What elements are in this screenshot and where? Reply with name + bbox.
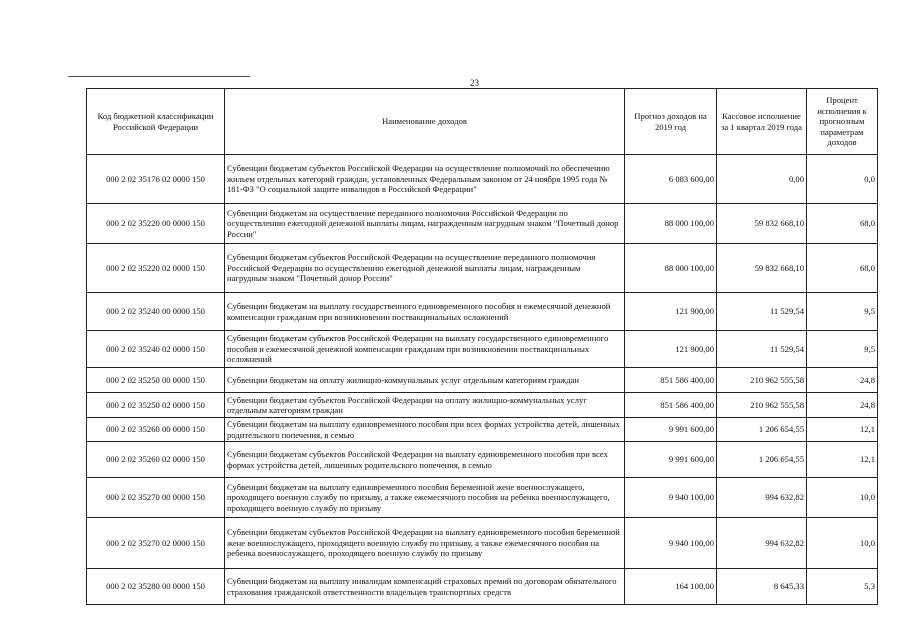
cell-percent: 68,0 xyxy=(807,244,878,293)
cell-code: 000 2 02 35250 00 0000 150 xyxy=(87,368,225,393)
cell-code: 000 2 02 35220 02 0000 150 xyxy=(87,244,225,293)
page-number: 23 xyxy=(470,78,479,88)
cell-forecast: 9 991 600,00 xyxy=(625,418,717,442)
cell-percent: 68,0 xyxy=(807,204,878,244)
cell-code: 000 2 02 35270 00 0000 150 xyxy=(87,478,225,518)
cell-cash: 210 962 555,58 xyxy=(717,393,807,418)
cell-cash: 1 206 654,55 xyxy=(717,442,807,478)
header-forecast: Прогноз доходов на 2019 год xyxy=(625,89,717,155)
table-row xyxy=(87,518,878,569)
header-cash: Кассовое исполнение за 1 квартал 2019 года xyxy=(717,89,807,155)
header-percent: Процент исполнения к прогнозным параметрам доходов xyxy=(807,89,878,155)
cell-name: Субвенции бюджетам субъектов Российской Федерации на выплату единовременного пособия при всех формах устройства детей, лишенных родительского попечения, в семью xyxy=(225,442,625,478)
cell-name: Субвенции бюджетам на выплату единовременного пособия при всех формах устройства детей, лишенных родительского попечения, в семью xyxy=(225,418,625,442)
table-row xyxy=(87,569,878,605)
cell-code: 000 2 02 35280 00 0000 150 xyxy=(87,569,225,605)
cell-percent: 9,5 xyxy=(807,331,878,368)
table-row xyxy=(87,244,878,293)
cell-name: Субвенции бюджетам на оплату жилищно-коммунальных услуг отдельным категориям граждан xyxy=(225,368,625,393)
top-rule xyxy=(68,76,250,77)
cell-cash: 59 832 668,10 xyxy=(717,204,807,244)
cell-percent: 10,0 xyxy=(807,478,878,518)
cell-forecast: 164 100,00 xyxy=(625,569,717,605)
cell-percent: 24,8 xyxy=(807,393,878,418)
cell-forecast: 121 900,00 xyxy=(625,331,717,368)
cell-cash: 11 529,54 xyxy=(717,293,807,331)
cell-name: Субвенции бюджетам субъектов Российской Федерации на осуществление переданного полномочия Российской Федерации по осуществлению ежегодной денежной выплаты лицам, награжденным нагрудным знаком "Почетный донор России" xyxy=(225,244,625,293)
table-row xyxy=(87,155,878,204)
table-row xyxy=(87,442,878,478)
header-code: Код бюджетной классификации Российской Федерации xyxy=(87,89,225,155)
cell-name: Субвенции бюджетам субъектов Российской Федерации на выплату государственного единовременного пособия и ежемесячной денежной компенсации гражданам при возникновении поствакцинальных осложнений xyxy=(225,331,625,368)
cell-forecast: 121 900,00 xyxy=(625,293,717,331)
cell-forecast: 9 940 100,00 xyxy=(625,518,717,569)
cell-name: Субвенции бюджетам на выплату единовременного пособия беременной жене военнослужащего, проходящего военную службу по призыву, а также ежемесячного пособия на ребенка военнослужащего, проходящего военную службу по призыву xyxy=(225,478,625,518)
cell-code: 000 2 02 35260 00 0000 150 xyxy=(87,418,225,442)
cell-cash: 0,00 xyxy=(717,155,807,204)
revenue-table xyxy=(86,88,878,605)
cell-name: Субвенции бюджетам субъектов Российской Федерации на осуществление полномочий по обеспечению жильем отдельных категорий граждан, установленных Федеральным законом от 24 ноября 1995 года № 181-ФЗ "О социальной защите инвалидов в Российской Федерации" xyxy=(225,155,625,204)
table-row xyxy=(87,478,878,518)
cell-percent: 5,3 xyxy=(807,569,878,605)
table-row xyxy=(87,418,878,442)
cell-cash: 994 632,82 xyxy=(717,518,807,569)
cell-forecast: 851 586 400,00 xyxy=(625,393,717,418)
cell-name: Субвенции бюджетам на выплату инвалидам компенсаций страховых премий по договорам обязательного страхования гражданской ответственности владельцев транспортных средств xyxy=(225,569,625,605)
cell-name: Субвенции бюджетам на выплату государственного единовременного пособия и ежемесячной денежной компенсации гражданам при возникновении поствакцинальных осложнений xyxy=(225,293,625,331)
cell-percent: 12,1 xyxy=(807,442,878,478)
cell-cash: 1 206 654,55 xyxy=(717,418,807,442)
header-name: Наименование доходов xyxy=(225,89,625,155)
cell-code: 000 2 02 35240 02 0000 150 xyxy=(87,331,225,368)
cell-forecast: 9 940 100,00 xyxy=(625,478,717,518)
cell-code: 000 2 02 35270 02 0000 150 xyxy=(87,518,225,569)
table-header-row xyxy=(87,89,878,155)
cell-code: 000 2 02 35176 02 0000 150 xyxy=(87,155,225,204)
cell-percent: 9,5 xyxy=(807,293,878,331)
cell-name: Субвенции бюджетам субъектов Российской Федерации на выплату единовременного пособия беременной жене военнослужащего, проходящего военную службу по призыву, а также ежемесячного пособия на ребенка военнослужащего, проходящего военную службу по призыву xyxy=(225,518,625,569)
cell-code: 000 2 02 35240 00 0000 150 xyxy=(87,293,225,331)
cell-percent: 12,1 xyxy=(807,418,878,442)
cell-code: 000 2 02 35220 00 0000 150 xyxy=(87,204,225,244)
cell-cash: 210 962 555,58 xyxy=(717,368,807,393)
cell-cash: 8 645,33 xyxy=(717,569,807,605)
cell-percent: 24,8 xyxy=(807,368,878,393)
cell-cash: 994 632,82 xyxy=(717,478,807,518)
table-row xyxy=(87,204,878,244)
table-row xyxy=(87,368,878,393)
cell-name: Субвенции бюджетам субъектов Российской Федерации на оплату жилищно-коммунальных услуг отдельным категориям граждан xyxy=(225,393,625,418)
cell-code: 000 2 02 35260 02 0000 150 xyxy=(87,442,225,478)
cell-cash: 11 529,54 xyxy=(717,331,807,368)
cell-forecast: 851 586 400,00 xyxy=(625,368,717,393)
cell-name: Субвенции бюджетам на осуществление переданного полномочия Российской Федерации по осуществлению ежегодной денежной выплаты лицам, награжденным нагрудным знаком "Почетный донор России" xyxy=(225,204,625,244)
cell-percent: 0,0 xyxy=(807,155,878,204)
cell-cash: 59 832 668,10 xyxy=(717,244,807,293)
cell-forecast: 9 991 600,00 xyxy=(625,442,717,478)
cell-percent: 10,0 xyxy=(807,518,878,569)
table-row xyxy=(87,393,878,418)
cell-forecast: 88 000 100,00 xyxy=(625,244,717,293)
table-row xyxy=(87,293,878,331)
table-row xyxy=(87,331,878,368)
cell-forecast: 88 000 100,00 xyxy=(625,204,717,244)
cell-forecast: 6 083 600,00 xyxy=(625,155,717,204)
cell-code: 000 2 02 35250 02 0000 150 xyxy=(87,393,225,418)
